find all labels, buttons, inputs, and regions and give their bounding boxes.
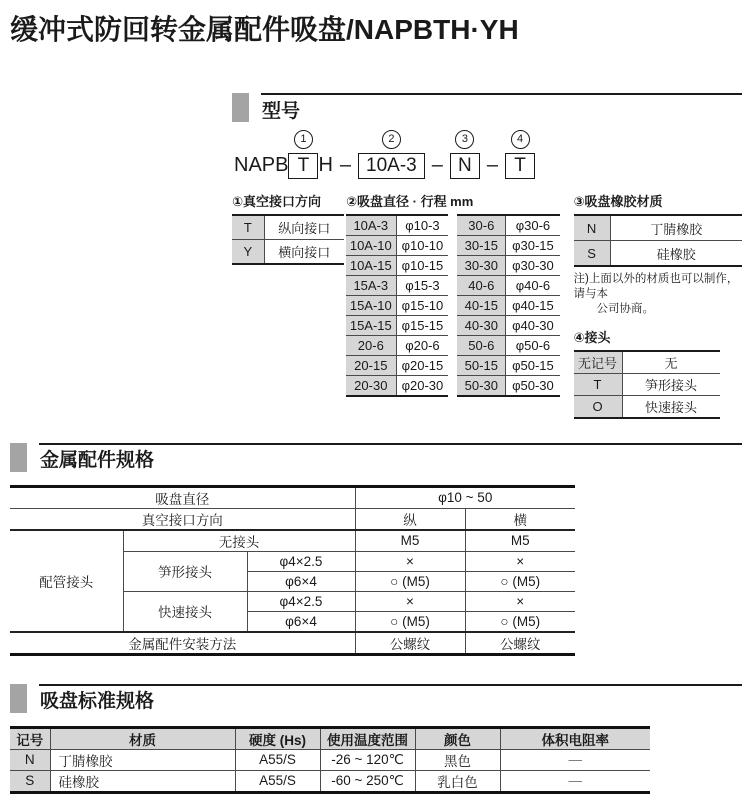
table-row [10,508,575,530]
table-row [10,770,650,792]
code-cell: 50-15 [457,356,506,376]
row-label: 金属配件安装方法 [10,632,355,655]
value-cell: φ20-6 [396,336,448,356]
model-dash: – [486,154,498,176]
model-mid: H [318,154,333,176]
table-title: ④接头 [573,329,611,345]
value-cell: ○ (M5) [355,571,465,591]
value-cell: 公螺纹 [355,632,465,655]
model-dash: – [339,154,352,176]
code-cell: 40-6 [457,276,506,296]
color-cell: 乳白色 [415,770,500,792]
table-diameter-stroke-left [346,214,448,397]
model-tables-row [232,191,742,419]
table-row [457,316,559,336]
table-row [574,215,742,241]
resistivity-cell: — [500,770,650,792]
group-label: 配管接头 [10,530,123,632]
model-box-4: T [505,153,535,179]
section-marker-icon [10,443,27,472]
table-row [346,296,448,316]
value-cell: M5 [355,530,465,552]
table-row [346,316,448,336]
size-cell: φ6×4 [247,611,355,632]
value-cell: 笋形接头 [622,373,720,395]
column-header: 体积电阻率 [500,727,650,749]
value-cell: × [465,551,575,571]
model-box-1: T [288,153,318,179]
row-label: 无接头 [123,530,355,552]
code-cell: 40-15 [457,296,506,316]
value-cell: 横向接口 [264,240,344,265]
section-header-model [232,92,742,123]
table-row [10,632,575,655]
size-cell: φ4×2.5 [247,551,355,571]
code-cell: O [574,395,623,418]
column-header: 颜色 [415,727,500,749]
resistivity-cell: — [500,749,650,770]
section-marker-icon [10,684,27,713]
table-row [574,351,720,374]
column-header: 材质 [50,727,235,749]
table-port-direction [232,214,344,265]
value-cell: ○ (M5) [465,571,575,591]
code-cell: 30-30 [457,256,506,276]
code-cell: 20-6 [346,336,396,356]
value-cell: × [355,591,465,611]
table-row [346,215,448,236]
section-header-fitting [10,442,742,473]
value-cell: φ10-3 [396,215,448,236]
code-cell: T [574,373,623,395]
table-row [457,296,559,316]
section-marker-icon [232,93,249,122]
code-cell: 20-30 [346,376,396,397]
table-row [346,336,448,356]
section-header-standard [10,683,742,714]
circled-number-2-icon: 2 [382,130,401,149]
code-cell: Y [232,240,264,265]
page-title: 缓冲式防回转金属配件吸盘/NAPBTH·YH [10,14,519,45]
table-row [232,240,344,265]
model-code-line [234,130,742,179]
value-cell: φ50-6 [506,336,560,356]
circled-number-1-icon: 1 [294,130,313,149]
table-block-rubber-connector [574,191,742,419]
model-box-3: N [450,153,480,179]
note-line: 注)上面以外的材质也可以制作，请与本 [573,273,739,301]
column-header: 硬度 (Hs) [235,727,320,749]
table-row [346,376,448,397]
value-cell: φ30-6 [506,215,560,236]
value-cell: φ10-15 [396,256,448,276]
fitting-spec-section [10,442,742,656]
hardness-cell: A55/S [235,770,320,792]
table-row [457,336,559,356]
column-header: 使用温度范围 [320,727,415,749]
table-row [10,486,575,508]
table-row [457,215,559,236]
value-cell: φ30-15 [506,236,560,256]
value-cell: M5 [465,530,575,552]
material-cell: 丁腈橡胶 [50,749,235,770]
model-prefix: NAPB [234,154,289,176]
value-cell: × [355,551,465,571]
table-row [457,356,559,376]
material-cell: 硅橡胶 [50,770,235,792]
code-cell: 15A-3 [346,276,396,296]
section-title-fitting: 金属配件规格 [40,450,155,472]
circled-number-3-icon: 3 [455,130,474,149]
table-row [457,276,559,296]
value-cell: 公螺纹 [465,632,575,655]
column-header: 记号 [10,727,50,749]
table-block-port-direction [232,191,344,265]
code-cell: 40-30 [457,316,506,336]
table-row [346,356,448,376]
temperature-cell: -60 ~ 250℃ [320,770,415,792]
value-cell: 硅橡胶 [610,241,742,267]
code-cell: 10A-10 [346,236,396,256]
row-label: 真空接口方向 [10,508,355,530]
table-header-row [10,727,650,749]
table-row [346,256,448,276]
model-dash: – [431,154,443,176]
code-cell: 10A-15 [346,256,396,276]
table-connector [574,350,720,419]
value-cell: φ20-30 [396,376,448,397]
table-row [346,276,448,296]
standard-spec-section [10,683,742,794]
table-row [346,236,448,256]
code-cell: 30-6 [457,215,506,236]
value-cell: φ30-30 [506,256,560,276]
symbol-cell: N [10,749,50,770]
section-title-model: 型号 [262,100,301,122]
table-standard-spec [10,726,650,794]
row-label: 快速接头 [123,591,247,632]
table-block-diameter-stroke [346,191,560,397]
model-section [232,92,742,419]
table-rubber-material [574,214,742,267]
table-title: ③吸盘橡胶材质 [573,194,663,209]
value-cell: × [465,591,575,611]
code-cell: 无记号 [574,351,623,374]
material-note [574,272,742,318]
value-cell: 纵 [355,508,465,530]
note-line: 公司协商。 [596,303,655,316]
model-part-4 [505,130,535,179]
symbol-cell: S [10,770,50,792]
diameter-stroke-pair [346,214,560,397]
code-cell: 20-15 [346,356,396,376]
value-cell: ○ (M5) [465,611,575,632]
code-cell: 15A-10 [346,296,396,316]
row-label: 吸盘直径 [10,486,355,508]
value-cell: φ10-10 [396,236,448,256]
code-cell: 30-15 [457,236,506,256]
value-cell: ○ (M5) [355,611,465,632]
code-cell: 15A-15 [346,316,396,336]
value-cell: 横 [465,508,575,530]
code-cell: T [232,215,264,240]
table-row [574,241,742,267]
code-cell: 50-6 [457,336,506,356]
table-title: ②吸盘直径 · 行程 mm [346,194,474,209]
value-cell: φ15-3 [396,276,448,296]
temperature-cell: -26 ~ 120℃ [320,749,415,770]
code-cell: 50-30 [457,376,506,397]
table-row [457,376,559,397]
table-row [457,236,559,256]
value-cell: 纵向接口 [264,215,344,240]
table-row [457,256,559,276]
circled-number-4-icon: 4 [511,130,530,149]
code-cell: 10A-3 [346,215,396,236]
table-fitting-spec [10,485,575,656]
table-row [232,215,344,240]
value-cell: φ15-15 [396,316,448,336]
color-cell: 黑色 [415,749,500,770]
size-cell: φ4×2.5 [247,591,355,611]
model-part-1 [288,130,318,179]
model-part-2 [358,130,425,179]
value-cell: φ50-30 [506,376,560,397]
table-row [574,373,720,395]
value-cell: 丁腈橡胶 [610,215,742,241]
value-cell: φ40-30 [506,316,560,336]
value-cell: φ50-15 [506,356,560,376]
size-cell: φ6×4 [247,571,355,591]
row-label: 笋形接头 [123,551,247,591]
table-diameter-stroke-right [457,214,559,397]
value-cell: 无 [622,351,720,374]
table-row [10,749,650,770]
value-cell: φ40-15 [506,296,560,316]
model-part-3 [450,130,480,179]
code-cell: N [574,215,611,241]
value-cell: φ15-10 [396,296,448,316]
hardness-cell: A55/S [235,749,320,770]
section-title-standard: 吸盘标准规格 [40,691,155,713]
value-cell: 快速接头 [622,395,720,418]
value-cell: φ10 ~ 50 [355,486,575,508]
model-box-2: 10A-3 [358,153,425,179]
value-cell: φ20-15 [396,356,448,376]
value-cell: φ40-6 [506,276,560,296]
table-title: ①真空接口方向 [232,194,322,209]
code-cell: S [574,241,611,267]
table-row [574,395,720,418]
table-row [10,530,575,552]
